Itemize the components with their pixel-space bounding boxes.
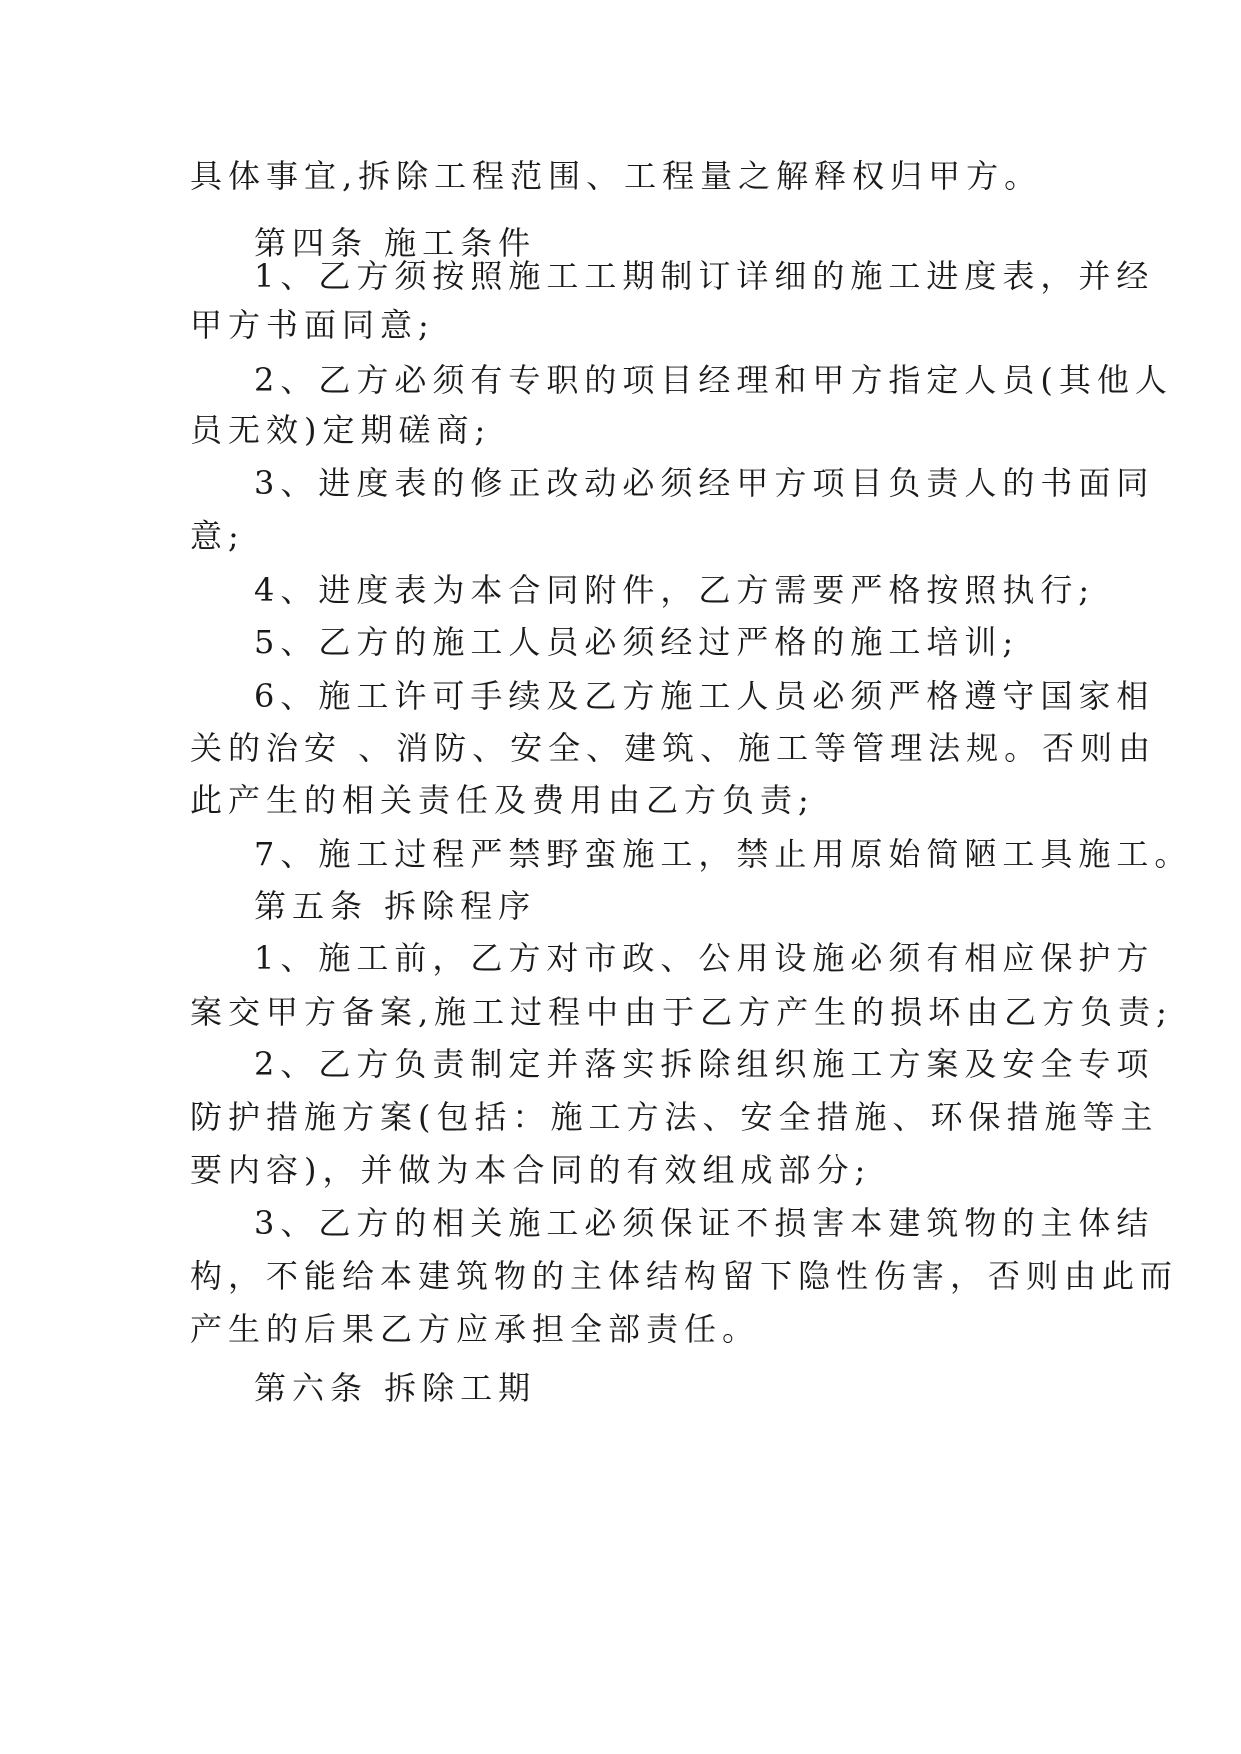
text-line: 甲方书面同意; [190,306,435,344]
text-line: 产生的后果乙方应承担全部责任。 [190,1310,761,1348]
text-line: 具体事宜,拆除工程范围、工程量之解释权归甲方。 [190,157,1043,195]
text-line: 关的治安 、消防、安全、建筑、施工等管理法规。否则由 [190,729,1157,767]
text-line: 1、乙方须按照施工工期制订详细的施工进度表，并经 [254,257,1155,295]
text-line: 员无效)定期磋商; [190,411,492,449]
text-line: 5、乙方的施工人员必须经过严格的施工培训; [254,623,1020,661]
text-line: 7、施工过程严禁野蛮施工，禁止用原始简陋工具施工。 [254,835,1193,873]
text-line: 此产生的相关责任及费用由乙方负责; [190,781,815,819]
text-line: 1、施工前，乙方对市政、公用设施必须有相应保护方 [254,939,1155,977]
text-line: 2、乙方负责制定并落实拆除组织施工方案及安全专项 [254,1045,1155,1083]
text-line: 意; [190,517,245,555]
text-line: 6、施工许可手续及乙方施工人员必须严格遵守国家相 [254,677,1155,715]
section-heading: 第五条 拆除程序 [254,887,537,925]
text-line: 案交甲方备案,施工过程中由于乙方产生的损坏由乙方负责; [190,993,1173,1031]
text-line: 构，不能给本建筑物的主体结构留下隐性伤害，否则由此而 [190,1257,1179,1295]
text-line: 4、进度表为本合同附件，乙方需要严格按照执行; [254,571,1096,609]
text-line: 要内容)，并做为本合同的有效组成部分; [190,1151,872,1189]
text-line: 2、乙方必须有专职的项目经理和甲方指定人员(其他人 [254,361,1173,399]
text-line: 防护措施方案(包括：施工方法、安全措施、环保措施等主 [190,1098,1159,1136]
section-heading: 第六条 拆除工期 [254,1369,537,1407]
text-line: 3、乙方的相关施工必须保证不损害本建筑物的主体结 [254,1204,1155,1242]
section-heading: 第四条 施工条件 [254,224,537,262]
text-line: 3、进度表的修正改动必须经甲方项目负责人的书面同 [254,464,1155,502]
